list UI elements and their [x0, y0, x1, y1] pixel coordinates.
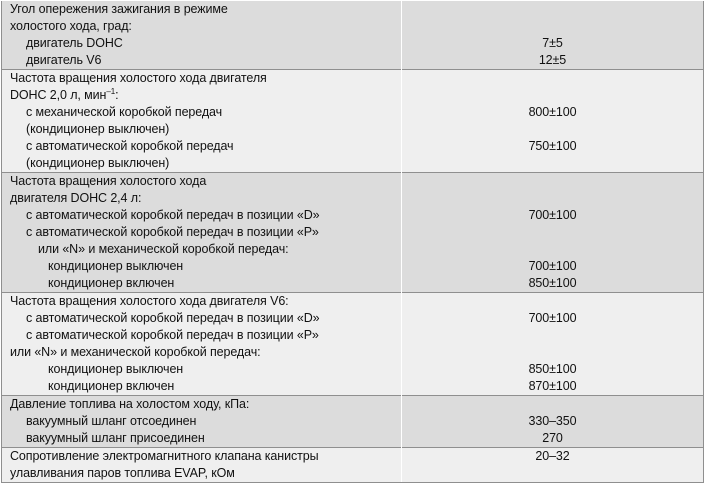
parameter-line	[2, 121, 401, 138]
value-text	[402, 87, 703, 104]
parameter-line	[2, 70, 401, 87]
parameter-cell	[2, 448, 402, 483]
parameter-line	[2, 293, 401, 310]
parameter-text: холостого хода, град:	[10, 19, 132, 33]
parameter-text: двигатель DOHC	[26, 36, 123, 50]
parameter-line	[2, 104, 401, 121]
value-text	[402, 173, 703, 190]
value-text	[402, 465, 703, 482]
parameter-line	[2, 87, 401, 104]
value-text: 850±100	[528, 362, 577, 376]
parameter-text: Угол опережения зажигания в режиме	[10, 2, 228, 16]
value-text: 7±5	[542, 36, 563, 50]
parameter-line	[2, 241, 401, 258]
value-text	[402, 293, 703, 310]
parameter-text: с автоматической коробкой передач в позиции «D»	[26, 311, 320, 325]
value-text	[402, 241, 703, 258]
parameter-line	[2, 258, 401, 275]
parameter-line	[2, 155, 401, 172]
value-text: 330–350	[528, 414, 577, 428]
value-cell	[402, 173, 704, 293]
value-text	[402, 344, 703, 361]
parameter-text: с автоматической коробкой передач в позиции «P»	[26, 328, 319, 342]
parameter-text: Частота вращения холостого хода двигателя V6:	[10, 294, 289, 308]
parameter-line	[2, 413, 401, 430]
table-row	[2, 1, 704, 70]
value-text: 800±100	[528, 105, 577, 119]
parameter-line	[2, 465, 401, 482]
table-row	[2, 448, 704, 483]
value-text	[402, 18, 703, 35]
parameter-line	[2, 18, 401, 35]
value-cell	[402, 70, 704, 173]
parameter-line	[2, 1, 401, 18]
value-text	[402, 121, 703, 138]
parameter-line	[2, 207, 401, 224]
value-text: 750±100	[528, 139, 577, 153]
parameter-text: Давление топлива на холостом ходу, кПа:	[10, 397, 250, 411]
parameter-text: с автоматической коробкой передач	[26, 139, 234, 153]
parameter-suffix: :	[115, 88, 119, 102]
value-text	[402, 190, 703, 207]
value-cell	[402, 293, 704, 396]
parameter-text: двигателя DOHC 2,4 л:	[10, 191, 142, 205]
value-text: 700±100	[528, 311, 577, 325]
parameter-text: с механической коробкой передач	[26, 105, 223, 119]
parameter-line	[2, 378, 401, 395]
table-row	[2, 293, 704, 396]
parameter-line	[2, 224, 401, 241]
table-row	[2, 173, 704, 293]
value-text: 20–32	[535, 449, 570, 463]
parameter-line	[2, 396, 401, 413]
parameter-line	[2, 327, 401, 344]
value-text: 12±5	[538, 53, 567, 67]
parameter-text: Частота вращения холостого хода	[10, 174, 207, 188]
value-cell	[402, 448, 704, 483]
value-cell	[402, 396, 704, 448]
parameter-text: DOHC 2,0 л, мин	[10, 88, 107, 102]
parameter-text: с автоматической коробкой передач в позиции «P»	[26, 225, 319, 239]
value-text: 270	[542, 431, 563, 445]
table-row	[2, 396, 704, 448]
parameter-line	[2, 361, 401, 378]
value-text	[402, 327, 703, 344]
parameter-line	[2, 173, 401, 190]
value-text	[402, 1, 703, 18]
unit-exponent: –1	[106, 87, 116, 96]
parameter-line	[2, 190, 401, 207]
parameter-line	[2, 430, 401, 447]
parameter-line	[2, 138, 401, 155]
parameter-line	[2, 275, 401, 292]
parameter-text: вакуумный шланг присоединен	[26, 431, 205, 445]
parameter-cell	[2, 1, 402, 70]
value-text: 850±100	[528, 276, 577, 290]
parameter-line	[2, 35, 401, 52]
value-text	[402, 224, 703, 241]
parameter-cell	[2, 396, 402, 448]
parameter-line	[2, 344, 401, 361]
parameter-line	[2, 448, 401, 465]
parameter-text: вакуумный шланг отсоединен	[26, 414, 197, 428]
value-cell	[402, 1, 704, 70]
parameter-text: или «N» и механической коробкой передач:	[10, 345, 261, 359]
parameter-text: Сопротивление электромагнитного клапана канистры	[10, 449, 319, 463]
parameter-text: (кондиционер выключен)	[26, 156, 170, 170]
parameter-text: или «N» и механической коробкой передач:	[38, 242, 289, 256]
parameter-cell	[2, 173, 402, 293]
value-text	[402, 155, 703, 172]
parameter-line	[2, 310, 401, 327]
parameter-text: (кондиционер выключен)	[26, 122, 170, 136]
table-row	[2, 70, 704, 173]
parameter-cell	[2, 70, 402, 173]
parameter-text: двигатель V6	[26, 53, 102, 67]
parameter-text: кондиционер включен	[48, 379, 175, 393]
value-text	[402, 396, 703, 413]
table-body	[2, 1, 704, 483]
parameter-line	[2, 52, 401, 69]
parameter-cell	[2, 293, 402, 396]
value-text	[402, 70, 703, 87]
specifications-table	[1, 1, 704, 483]
parameter-text: Частота вращения холостого хода двигателя	[10, 71, 267, 85]
parameter-text: кондиционер включен	[48, 276, 175, 290]
parameter-text: улавливания паров топлива EVAP, кОм	[10, 466, 235, 480]
parameter-text: с автоматической коробкой передач в позиции «D»	[26, 208, 320, 222]
value-text: 700±100	[528, 208, 577, 222]
value-text: 700±100	[528, 259, 577, 273]
value-text: 870±100	[528, 379, 577, 393]
parameter-text: кондиционер выключен	[48, 259, 184, 273]
parameter-text: кондиционер выключен	[48, 362, 184, 376]
